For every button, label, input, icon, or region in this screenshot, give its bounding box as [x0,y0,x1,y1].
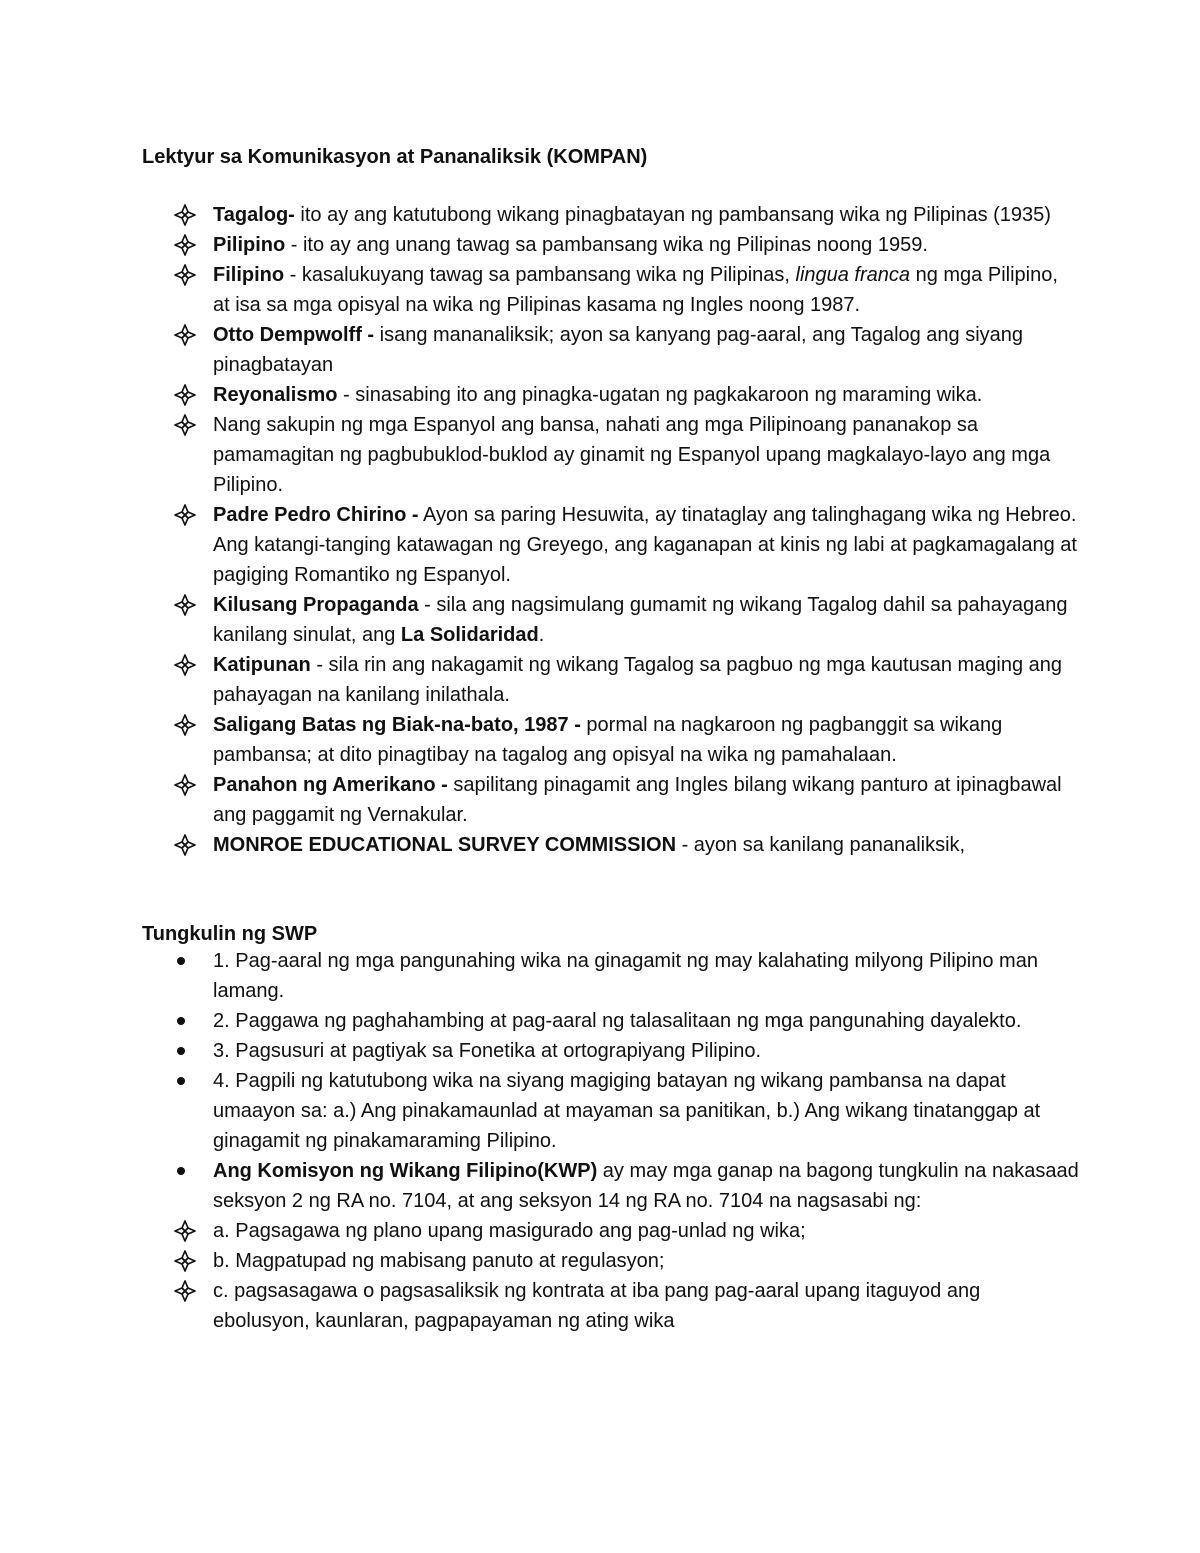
item-term: MONROE EDUCATIONAL SURVEY COMMISSION [213,834,677,856]
list-item [0,230,1200,260]
item-text: b. Magpatupad ng mabisang panuto at regulasyon; [213,1250,665,1272]
dot-bullet-icon [177,1017,185,1025]
term-list [0,200,1200,860]
item-text-cont: ng mga Pilipino, at isa sa mga opisyal na wika ng Pilipinas kasama ng Ingles noong 1987. [213,264,1058,316]
list-item [0,710,1200,770]
diamond-bullet-icon [174,774,196,796]
item-italic: lingua franca [795,264,911,286]
item-text: 1. Pag-aaral ng mga pangunahing wika na ginagamit ng may kalahating milyong Pilipino man lamang. [213,950,1038,1002]
item-text-cont: . [538,624,545,646]
item-term: Kilusang Propaganda [213,594,419,616]
item-text: - ayon sa kanilang pananaliksik, [676,834,966,856]
item-text: isang mananaliksik; ayon sa kanyang pag-aaral, ang Tagalog ang siyang pinagbatayan [213,324,1024,376]
list-item [0,1156,1200,1216]
diamond-bullet-icon [174,384,196,406]
list-item [0,830,1200,860]
dot-bullet-icon [177,957,185,965]
list-item [0,410,1200,500]
item-text: 2. Paggawa ng paghahambing at pag-aaral ng talasalitaan ng mga pangunahing dayalekto. [213,1010,1022,1032]
item-text: - sila ang nagsimulang gumamit ng wikang Tagalog dahil sa pahayagang kanilang sinulat, ang [213,594,1068,646]
list-item [0,650,1200,710]
item-text: Ayon sa paring Hesuwita, ay tinataglay ang talinghagang wika ng Hebreo. Ang katangi-tanging katawagan ng Greyego, ang kaganapan at kinis ng labi at pagkamagalang at pagiging Romantiko ng Espanyol. [213,504,1077,586]
list-item [0,1066,1200,1156]
diamond-bullet-icon [174,1220,196,1242]
item-text: - kasalukuyang tawag sa pambansang wika ng Pilipinas, [284,264,796,286]
diamond-bullet-icon [174,714,196,736]
item-text: ito ay ang katutubong wikang pinagbatayan ng pambansang wika ng Pilipinas (1935) [294,204,1051,226]
item-term: Ang Komisyon ng Wikang Filipino(KWP) [213,1160,598,1182]
section-heading: Tungkulin ng SWP [142,923,318,945]
list-item [0,380,1200,410]
diamond-bullet-icon [174,504,196,526]
item-text: sapilitang pinagamit ang Ingles bilang wikang panturo at ipinagbawal ang paggamit ng Vernakular. [213,774,1062,826]
item-term: Saligang Batas ng Biak-na-bato, 1987 - [213,714,581,736]
item-term: Otto Dempwolff - [213,324,375,346]
diamond-bullet-icon [174,414,196,436]
item-text: - sinasabing ito ang pinagka-ugatan ng pagkakaroon ng maraming wika. [337,384,983,406]
dot-bullet-icon [177,1077,185,1085]
item-text: 4. Pagpili ng katutubong wika na siyang magiging batayan ng wikang pambansa na dapat umaayon sa: a.) Ang pinakamaunlad at mayaman sa panitikan, b.) Ang wikang tinatanggap at ginagamit ng pinakamaraming Pilipino. [213,1070,1041,1152]
diamond-bullet-icon [174,654,196,676]
list-item [0,1276,1200,1336]
item-text: Nang sakupin ng mga Espanyol ang bansa, nahati ang mga Pilipinoang pananakop sa pamamagitan ng pagbubuklod-buklod ay ginamit ng Espanyol upang magkalayo-layo ang mga Pilipino. [213,414,1051,496]
list-item [0,200,1200,230]
list-item [0,1036,1200,1066]
list-item [0,500,1200,590]
diamond-bullet-icon [174,324,196,346]
item-text: c. pagsasagawa o pagsasaliksik ng kontrata at iba pang pag-aaral upang itaguyod ang ebolusyon, kaunlaran, pagpapayaman ng ating wika [213,1280,981,1332]
diamond-bullet-icon [174,234,196,256]
item-term: Padre Pedro Chirino - [213,504,419,526]
item-text: pormal na nagkaroon ng pagbanggit sa wikang pambansa; at dito pinagtibay na tagalog ang opisyal na wika ng pamahalaan. [213,714,1003,766]
item-text: a. Pagsagawa ng plano upang masigurado ang pag-unlad ng wika; [213,1220,806,1242]
item-text: - sila rin ang nakagamit ng wikang Tagalog sa pagbuo ng mga kautusan maging ang pahayagan na kanilang inilathala. [213,654,1063,706]
diamond-bullet-icon [174,1250,196,1272]
item-bold: La Solidaridad [400,624,539,646]
list-item [0,260,1200,320]
diamond-bullet-icon [174,264,196,286]
list-item [0,770,1200,830]
list-item [0,590,1200,650]
diamond-bullet-icon [174,834,196,856]
item-text: - ito ay ang unang tawag sa pambansang wika ng Pilipinas noong 1959. [285,234,928,256]
dot-bullet-icon [177,1167,185,1175]
list-item [0,1246,1200,1276]
list-item [0,946,1200,1006]
list-item [0,320,1200,380]
item-term: Tagalog- [213,204,295,226]
item-term: Reyonalismo [213,384,338,406]
item-text: 3. Pagsusuri at pagtiyak sa Fonetika at ortograpiyang Pilipino. [213,1040,762,1062]
list-item [0,1216,1200,1246]
item-term: Panahon ng Amerikano - [213,774,448,796]
document-title: Lektyur sa Komunikasyon at Pananaliksik (KOMPAN) [142,146,648,168]
swp-duties-list [0,946,1200,1336]
item-term: Katipunan [213,654,311,676]
diamond-bullet-icon [174,594,196,616]
dot-bullet-icon [177,1047,185,1055]
diamond-bullet-icon [174,1280,196,1302]
list-item [0,1006,1200,1036]
item-term: Pilipino [213,234,286,256]
item-term: Filipino [213,264,285,286]
diamond-bullet-icon [174,204,196,226]
item-text: ay may mga ganap na bagong tungkulin na nakasaad seksyon 2 ng RA no. 7104, at ang seksyon 14 ng RA no. 7104 na nagsasabi ng: [213,1160,1079,1212]
